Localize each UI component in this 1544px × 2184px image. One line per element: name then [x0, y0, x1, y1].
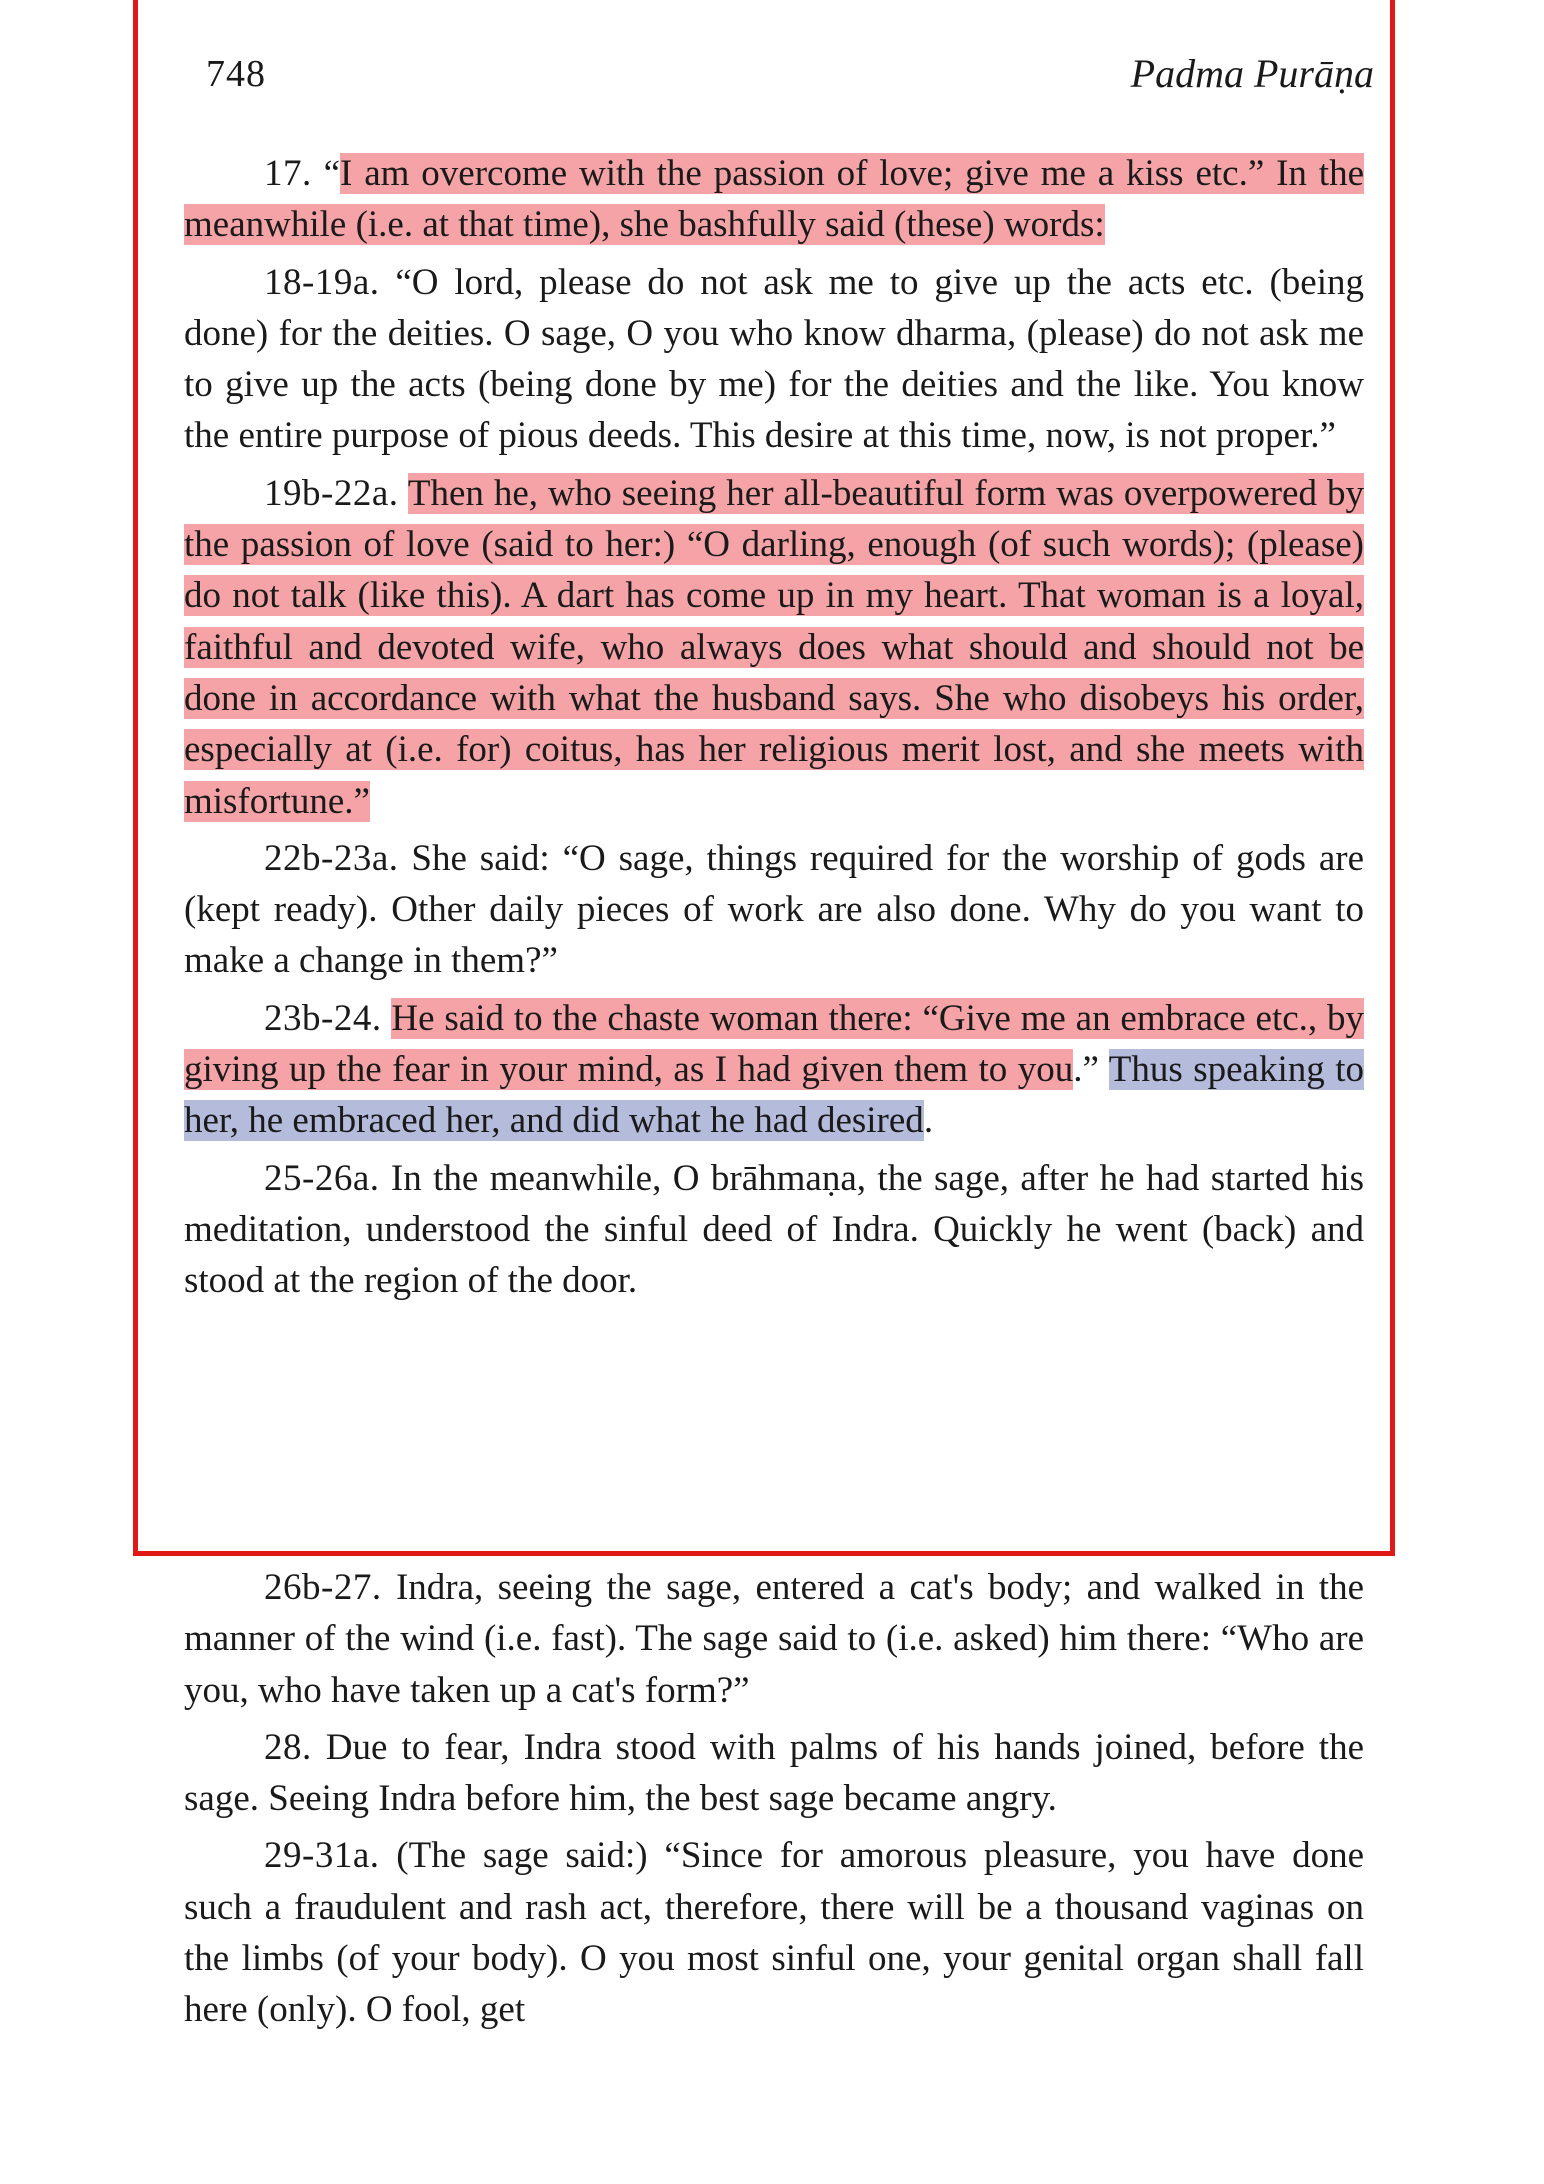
verse-number: 29-31a.: [264, 1835, 380, 1877]
verse-number: 19b-22a.: [264, 472, 399, 514]
verse-number: 17.: [264, 153, 312, 194]
page-number: 748: [206, 53, 266, 95]
text-segment: She said: “O sage, things required for the worship of gods are (kept ready). Other daily pieces of work are also done. Why do you want to make a change in them?”: [184, 837, 1364, 982]
verse-23b-24: [184, 993, 1364, 1147]
verse-28: [184, 1722, 1364, 1825]
text-segment: Due to fear, Indra stood with palms of his hands joined, before the sage. Seeing Indra before him, the best sage became angry.: [184, 1726, 1365, 1820]
verse-19b-22a: [184, 468, 1364, 827]
highlighted-text: ” In the meanwhile (i.e. at that time), she bashfully said (these) words:: [184, 153, 1364, 246]
text-segment: “O lord, please do not ask me to give up the acts etc. (being done) for the deities. O sage, O you who know dharma, (please) do not ask me to give up the acts (being done by me) for the deities and the like. You know the entire purpose of pious deeds. This desire at this time, now, is not proper.”: [184, 261, 1364, 457]
verse-18-19a: [184, 257, 1364, 462]
text-block-below: [184, 1562, 1364, 2042]
text-segment: In the meanwhile, O brāhmaṇa, the sage, after he had started his meditation, understood the sinful deed of Indra. Quickly he went (back) and stood at the region of the door.: [184, 1157, 1364, 1302]
verse-17: [184, 148, 1364, 251]
text-segment: .: [923, 1100, 934, 1142]
text-segment: “: [323, 153, 341, 194]
verse-number: 26b-27.: [264, 1567, 382, 1608]
highlighted-text: I am overcome with the passion of love; give me a kiss etc.: [340, 153, 1248, 194]
verse-22b-23a: [184, 833, 1364, 987]
verse-number: 22b-23a.: [264, 837, 399, 879]
text-segment: (The sage said:) “Since for amorous pleasure, you have done such a fraudulent and rash act, therefore, there will be a thousand vaginas on the limbs (of your body). O you most sinful one, your genital organ shall fall here (only). O fool, get: [184, 1835, 1365, 2031]
verse-number: 18-19a.: [264, 261, 380, 303]
verse-26b-27: [184, 1562, 1364, 1716]
highlighted-text-blue: Thus speaking to her, he embraced her, and did what he had desired: [184, 1049, 1364, 1142]
verse-number: 28.: [264, 1726, 312, 1768]
verse-25-26a: [184, 1153, 1364, 1307]
verse-number: 23b-24.: [264, 997, 382, 1039]
text-segment: Indra, seeing the sage, entered a cat's body; and walked in the manner of the wind (i.e. fast). The sage said to (i.e. asked) him there: “Who are you, who have taken up a cat's form?”: [184, 1567, 1365, 1711]
verse-number: 25-26a.: [264, 1157, 380, 1199]
text-segment: .”: [1073, 1049, 1109, 1091]
highlighted-text: He said to the chaste woman there: “Give me an embrace etc., by giving up the fear in your mind, as I had given them to you: [184, 997, 1364, 1091]
verse-29-31a: [184, 1830, 1364, 2035]
highlighted-text: Then he, who seeing her all-beautiful form was overpowered by the passion of love (said to her:) “O darling, enough (of such words); (please) do not talk (like this). A dart has come up in my heart. That woman is a loyal, faithful and devoted wife, who always does what should and should not be done in accordance with what the husband says. She who disobeys his order, especially at (i.e. for) coitus, has her religious merit lost, and she meets with misfortune.”: [184, 472, 1364, 822]
running-title: Padma Purāṇa: [1130, 51, 1374, 96]
text-block-framed: [184, 148, 1364, 1313]
